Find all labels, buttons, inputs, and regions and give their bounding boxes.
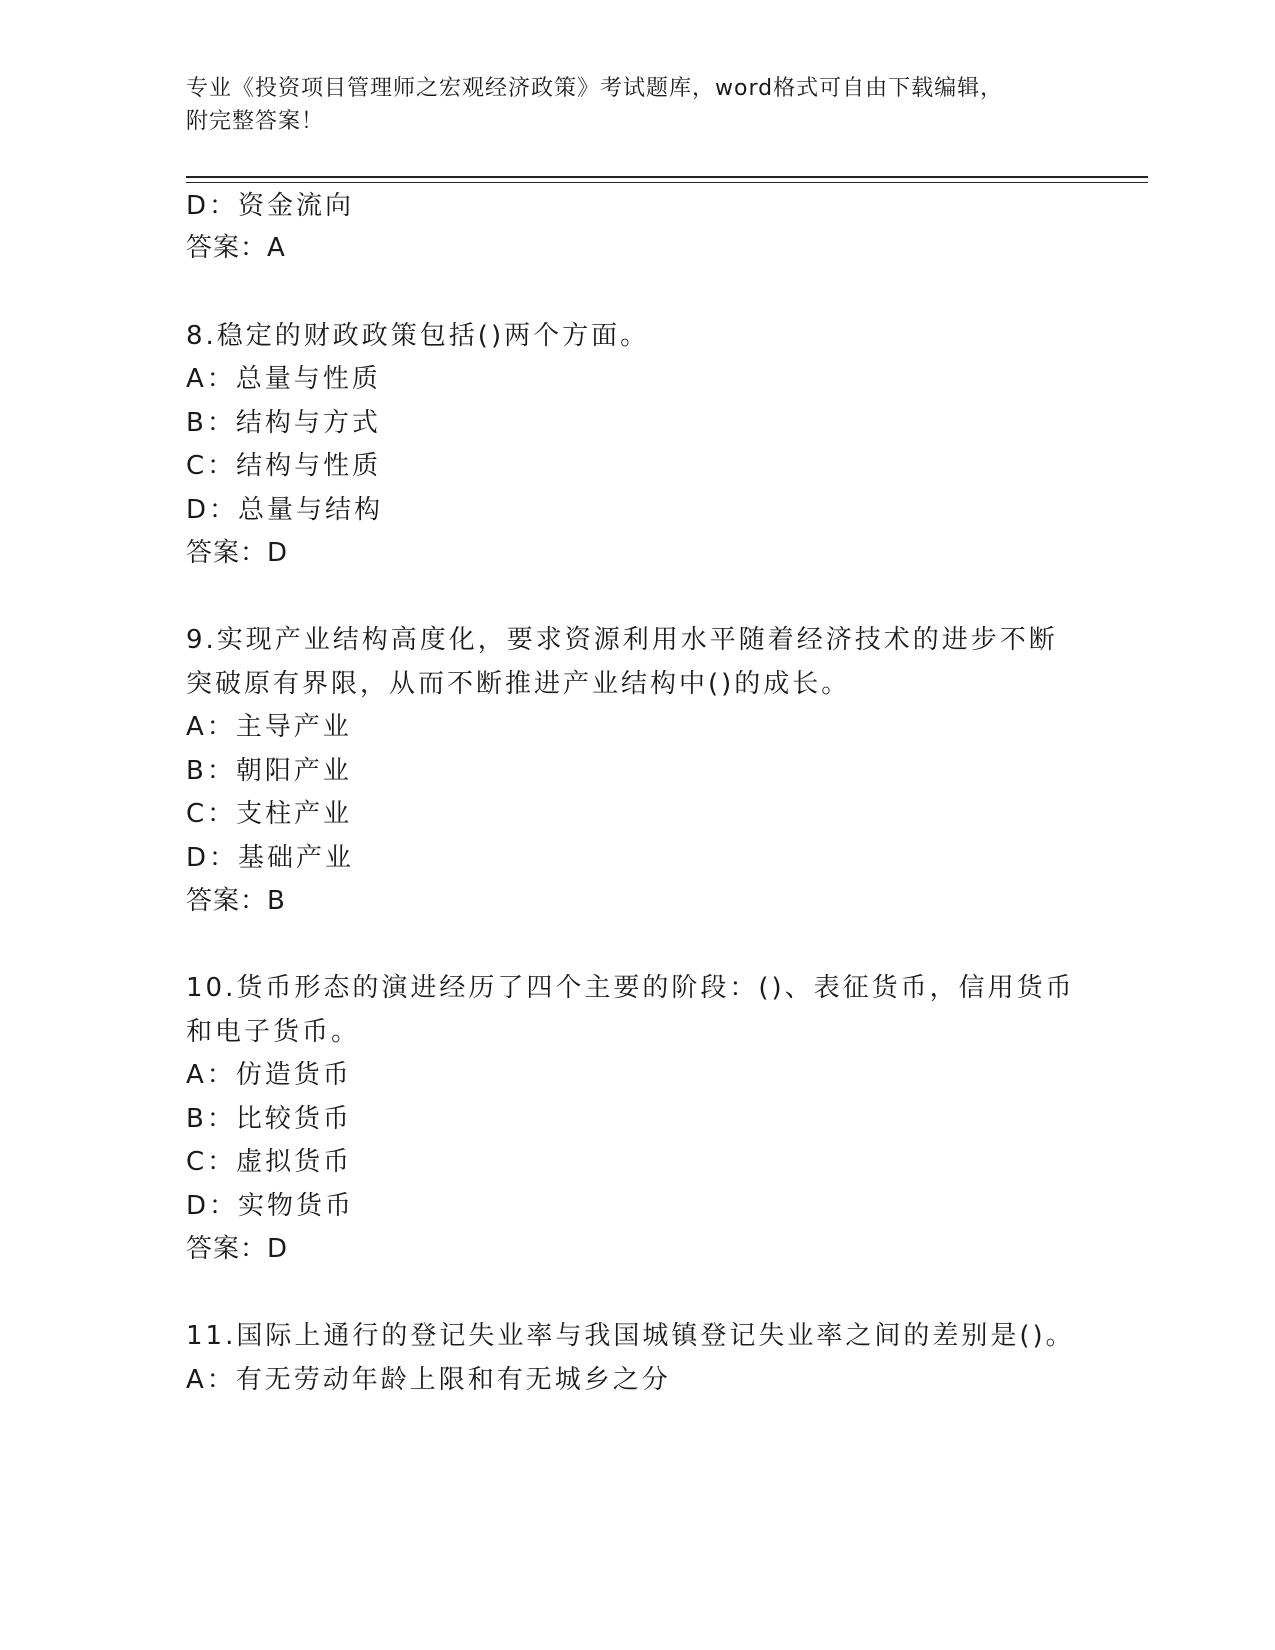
q8-answer: 答案：D bbox=[186, 538, 289, 568]
q10-option-b: B：比较货币 bbox=[186, 1104, 352, 1134]
q8-option-d: D：总量与结构 bbox=[186, 495, 384, 525]
q10-answer: 答案：D bbox=[186, 1234, 289, 1264]
header-line-2: 附完整答案！ bbox=[186, 109, 325, 134]
q9-option-d: D：基础产业 bbox=[186, 843, 355, 873]
q9-stem-line-2: 突破原有界限，从而不断推进产业结构中()的成长。 bbox=[186, 669, 851, 699]
q8-stem: 8.稳定的财政政策包括()两个方面。 bbox=[186, 321, 650, 351]
prev-answer: 答案：A bbox=[186, 233, 286, 263]
q9-answer: 答案：B bbox=[186, 886, 286, 916]
header-divider-thick bbox=[186, 176, 1148, 178]
document-header bbox=[186, 72, 1086, 138]
header-divider-thin bbox=[186, 182, 1148, 183]
q9-stem-line-1: 9.实现产业结构高度化，要求资源利用水平随着经济技术的进步不断 bbox=[186, 625, 1058, 655]
q8-option-a: A：总量与性质 bbox=[186, 364, 381, 394]
q10-option-a: A：仿造货币 bbox=[186, 1060, 352, 1090]
q9-option-b: B：朝阳产业 bbox=[186, 756, 352, 786]
q10-stem-line-2: 和电子货币。 bbox=[186, 1017, 361, 1047]
prev-option-d: D：资金流向 bbox=[186, 191, 355, 221]
q9-option-a: A：主导产业 bbox=[186, 712, 352, 742]
q10-option-d: D：实物货币 bbox=[186, 1191, 355, 1221]
q11-option-a: A：有无劳动年龄上限和有无城乡之分 bbox=[186, 1365, 671, 1395]
header-line-1: 专业《投资项目管理师之宏观经济政策》考试题库，word格式可自由下载编辑， bbox=[186, 76, 1004, 101]
q11-stem: 11.国际上通行的登记失业率与我国城镇登记失业率之间的差别是()。 bbox=[186, 1321, 1075, 1351]
q8-option-c: C：结构与性质 bbox=[186, 451, 382, 481]
q10-stem-line-1: 10.货币形态的演进经历了四个主要的阶段：()、表征货币，信用货币 bbox=[186, 973, 1075, 1003]
q9-option-c: C：支柱产业 bbox=[186, 799, 353, 829]
q8-option-b: B：结构与方式 bbox=[186, 408, 381, 438]
q10-option-c: C：虚拟货币 bbox=[186, 1147, 353, 1177]
